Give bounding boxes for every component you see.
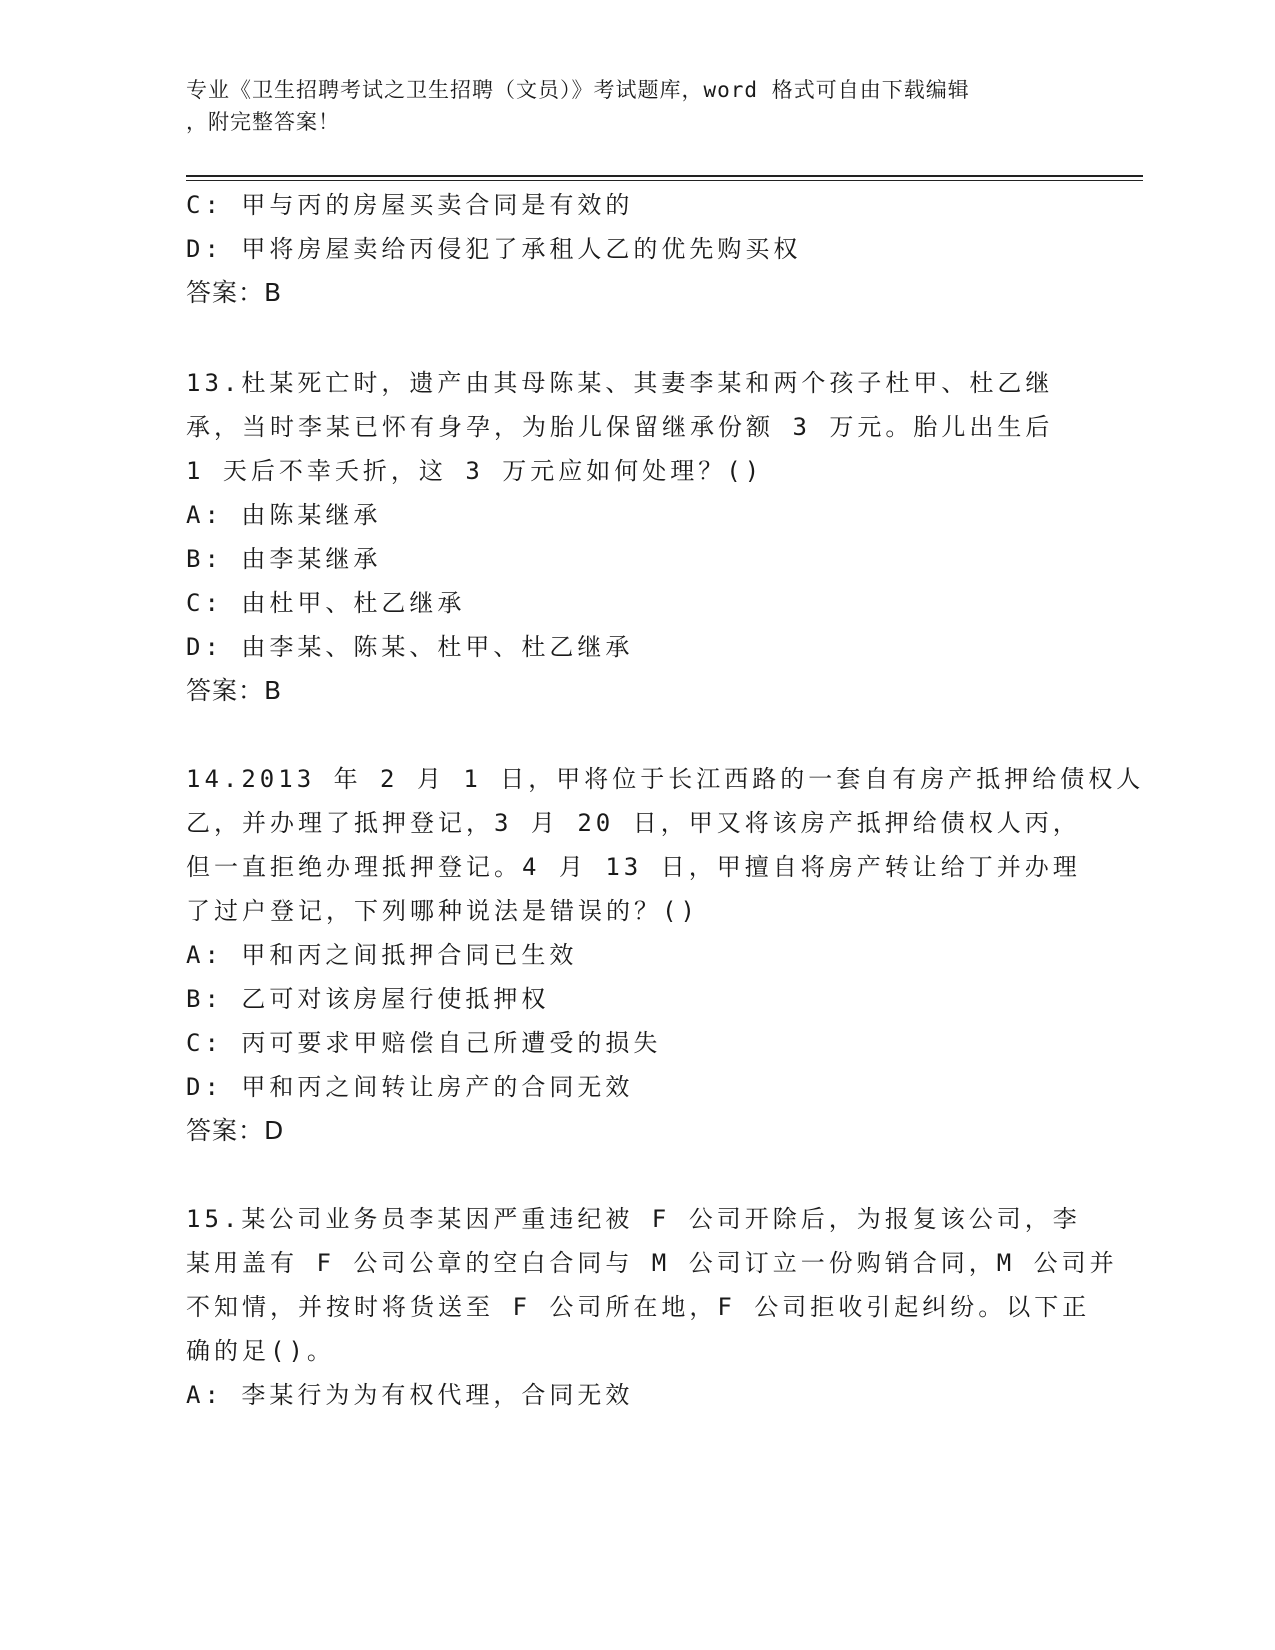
header-line-2: ，附完整答案！ <box>186 110 340 134</box>
q14-stem-line-1: 14.2013 年 2 月 1 日，甲将位于长江西路的一套自有房产抵押给债权人 <box>186 765 1145 793</box>
document-header <box>186 74 1086 138</box>
q13-option-d: D: 由李某、陈某、杜甲、杜乙继承 <box>186 633 634 661</box>
q12-answer: 答案：B <box>186 278 283 307</box>
q13-answer: 答案：B <box>186 676 283 705</box>
q14-stem-line-4: 了过户登记，下列哪种说法是错误的？() <box>186 897 699 925</box>
q12-option-d: D: 甲将房屋卖给丙侵犯了承租人乙的优先购买权 <box>186 235 802 263</box>
q14-stem-line-2: 乙，并办理了抵押登记，3 月 20 日，甲又将该房产抵押给债权人丙， <box>186 809 1081 837</box>
q15-stem-line-3: 不知情，并按时将货送至 F 公司所在地，F 公司拒收引起纠纷。以下正 <box>186 1293 1091 1321</box>
q15-stem-line-2: 某用盖有 F 公司公章的空白合同与 M 公司订立一份购销合同，M 公司并 <box>186 1249 1118 1277</box>
q14-answer: 答案：D <box>186 1116 285 1145</box>
q14-option-b: B: 乙可对该房屋行使抵押权 <box>186 985 550 1013</box>
q14-stem-line-3: 但一直拒绝办理抵押登记。4 月 13 日，甲擅自将房产转让给丁并办理 <box>186 853 1081 881</box>
header-line-1: 专业《卫生招聘考试之卫生招聘（文员）》考试题库，word 格式可自由下载编辑 <box>186 78 970 102</box>
q15-option-a: A: 李某行为为有权代理，合同无效 <box>186 1381 634 1409</box>
q13-stem-line-1: 13.杜某死亡时，遗产由其母陈某、其妻李某和两个孩子杜甲、杜乙继 <box>186 369 1054 397</box>
q13-stem-line-2: 承，当时李某已怀有身孕，为胎儿保留继承份额 3 万元。胎儿出生后 <box>186 413 1054 441</box>
q13-option-b: B: 由李某继承 <box>186 545 382 573</box>
q15-stem-line-4: 确的足()。 <box>186 1337 335 1365</box>
q13-stem-line-3: 1 天后不幸夭折，这 3 万元应如何处理？() <box>186 457 764 485</box>
q14-option-c: C: 丙可要求甲赔偿自己所遭受的损失 <box>186 1029 662 1057</box>
q15-stem-line-1: 15.某公司业务员李某因严重违纪被 F 公司开除后，为报复该公司，李 <box>186 1205 1081 1233</box>
header-divider-thin <box>186 180 1143 181</box>
header-divider-thick <box>186 175 1143 177</box>
q13-option-a: A: 由陈某继承 <box>186 501 382 529</box>
q14-option-a: A: 甲和丙之间抵押合同已生效 <box>186 941 578 969</box>
q13-option-c: C: 由杜甲、杜乙继承 <box>186 589 466 617</box>
q14-option-d: D: 甲和丙之间转让房产的合同无效 <box>186 1073 634 1101</box>
q12-option-c: C: 甲与丙的房屋买卖合同是有效的 <box>186 191 634 219</box>
